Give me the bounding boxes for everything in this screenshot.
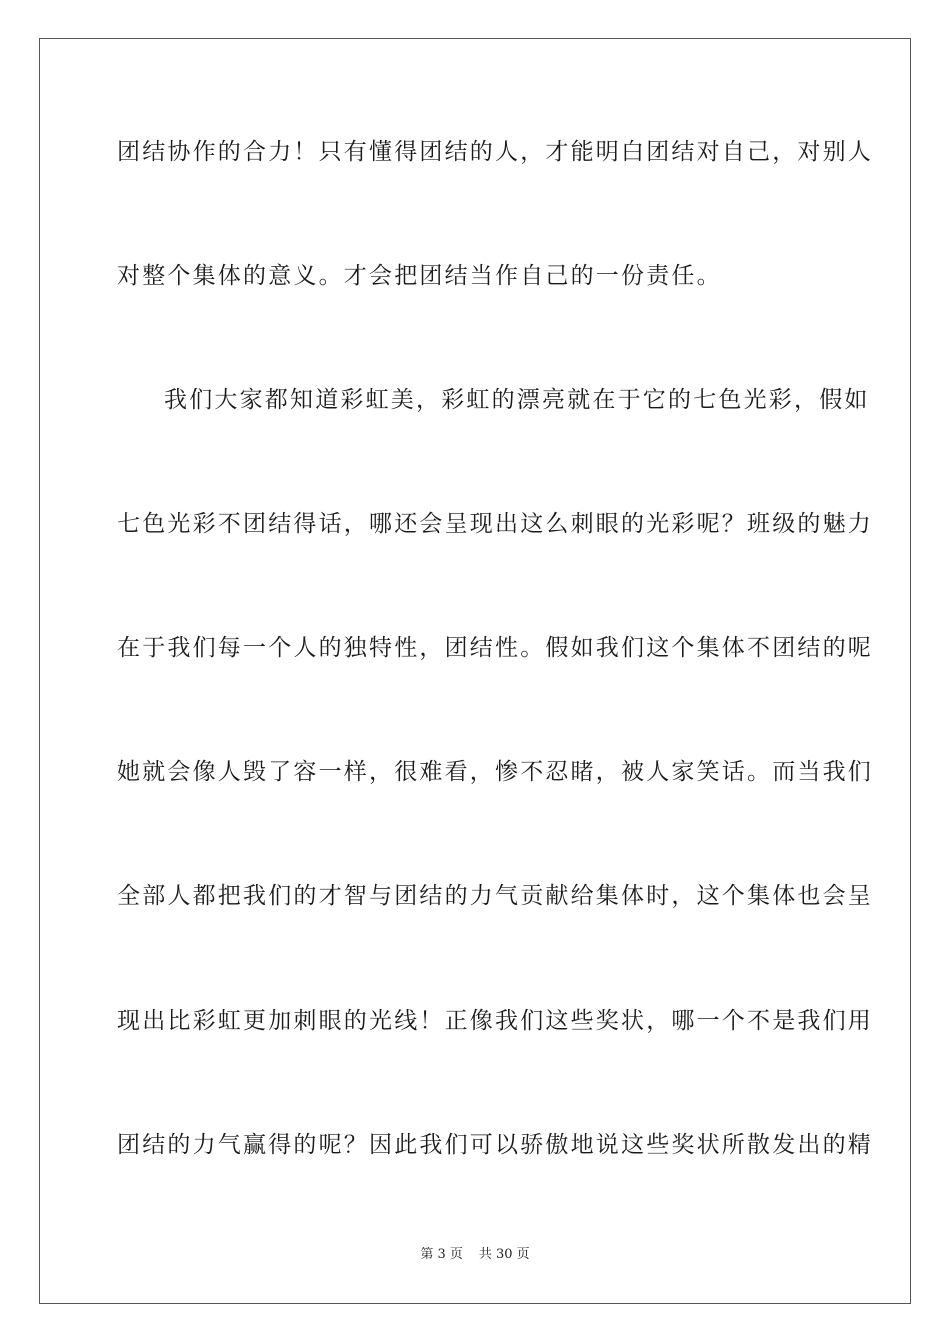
text-line: 我们大家都知道彩虹美，彩虹的漂亮就在于它的七色光彩，假如 <box>164 387 870 413</box>
page-number: 第 3 页 <box>420 1247 463 1262</box>
text-line: 对整个集体的意义。才会把团结当作自己的一份责任。 <box>117 263 722 289</box>
text-line: 团结协作的合力！只有懂得团结的人，才能明白团结对自己，对别人 <box>117 139 873 165</box>
text-line: 七色光彩不团结得话，哪还会呈现出这么刺眼的光彩呢？班级的魅力 <box>117 511 873 537</box>
page-footer <box>0 1245 950 1265</box>
text-line: 在于我们每一个人的独特性，团结性。假如我们这个集体不团结的呢 <box>117 635 873 661</box>
text-line: 她就会像人毁了容一样，很难看，惨不忍睹，被人家笑话。而当我们 <box>117 759 873 785</box>
text-line: 现出比彩虹更加刺眼的光线！正像我们这些奖状，哪一个不是我们用 <box>117 1008 873 1034</box>
total-pages: 共 30 页 <box>478 1247 530 1262</box>
text-line: 全部人都把我们的才智与团结的力气贡献给集体时，这个集体也会呈 <box>117 883 873 909</box>
text-line: 团结的力气赢得的呢？因此我们可以骄傲地说这些奖状所散发出的精 <box>117 1132 873 1158</box>
page-border <box>39 38 911 1304</box>
